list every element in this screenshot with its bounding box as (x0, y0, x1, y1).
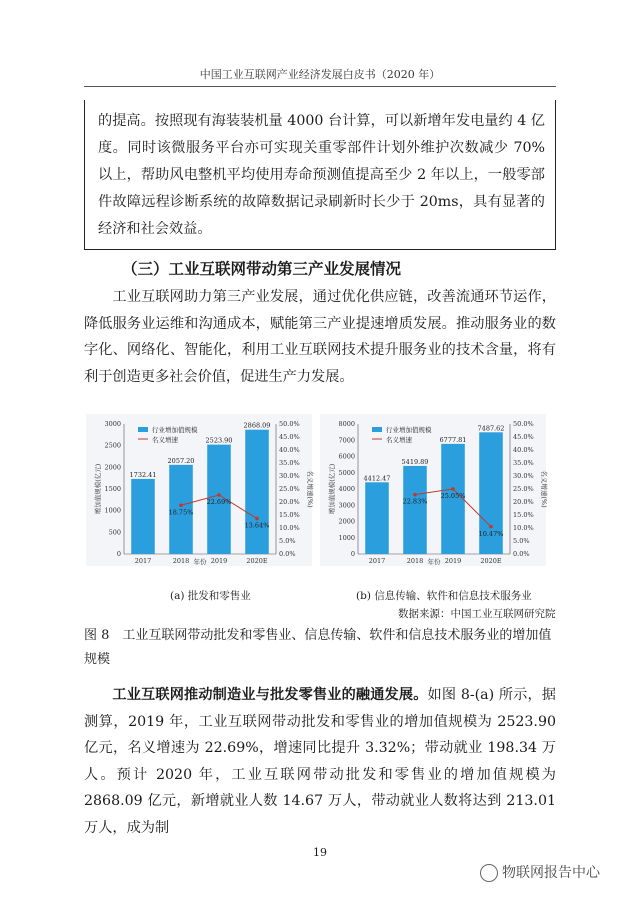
growth-point (179, 503, 183, 507)
growth-value-label: 22.83% (402, 497, 428, 506)
growth-value-label: 18.75% (168, 508, 194, 517)
bar-2017 (365, 482, 389, 554)
bar-2018 (403, 466, 427, 554)
legend-bar-swatch (138, 427, 148, 432)
y2-tick-label: 5.0% (279, 537, 296, 545)
y2-tick-label: 10.0% (279, 524, 300, 532)
figure-caption: 图 8 工业互联网带动批发和零售业、信息传输、软件和信息技术服务业的增加值规模 (84, 628, 552, 667)
y2-tick-label: 15.0% (279, 511, 300, 519)
y2-axis-label: 名义增速(%) (540, 470, 548, 508)
paragraph-2-lead: 工业互联网推动制造业与批发零售业的融通发展。 (112, 687, 428, 703)
y-tick-label: 7000 (338, 436, 355, 445)
y-tick-label: 1500 (104, 485, 121, 493)
chart-a-caption: (a) 批发和零售业 (170, 590, 251, 602)
chart-b-svg (320, 414, 546, 566)
growth-value-label: 22.69% (206, 498, 232, 507)
bar-value-label: 2523.90 (205, 436, 233, 445)
x-tick-label: 2017 (134, 557, 152, 565)
y-tick-label: 2000 (104, 463, 121, 472)
y2-tick-label: 20.0% (513, 498, 534, 506)
bar-value-label: 1732.41 (129, 470, 157, 479)
y2-tick-label: 40.0% (513, 446, 534, 454)
watermark (480, 862, 600, 882)
growth-point (489, 525, 493, 529)
page-number: 19 (313, 846, 327, 859)
paragraph-2-body: 如图 8-(a) 所示，据测算，2019 年，工业互联网带动批发和零售业的增加值规模为 2523.90 亿元，名义增速为 22.69%，增速同比提升 3.32%；带动就业 198.34 万人。预计 2020 年，工业互联网带动批发和零售业的增加值规模为 2868.09 亿元，新增就业人数 14.67 万人，带动就业人数将达到 213.01 万人，成为制 (84, 687, 556, 836)
wechat-icon (480, 864, 498, 882)
bar-value-label: 2868.09 (243, 421, 271, 430)
x-tick-label: 2020E (480, 557, 502, 565)
y2-axis-label: 名义增速(%) (306, 470, 314, 508)
growth-value-label: 25.05% (440, 491, 466, 500)
y-tick-label: 5000 (338, 468, 355, 477)
section-title: （三）工业互联网带动第三产业发展情况 (122, 260, 402, 278)
x-tick-label: 2018 (406, 557, 424, 565)
x-tick-label: 2019 (444, 557, 462, 565)
y-tick-label: 500 (108, 528, 121, 537)
growth-point (255, 517, 259, 521)
paragraph-1: 工业互联网助力第三产业发展，通过优化供应链，改善流通环节运作，降低服务业运维和沟通成本，赋能第三产业提速增质发展。推动服务业的数字化、网络化、智能化，利用工业互联网技术提升服务业的技术含量，将有利于创造更多社会价值，促进生产力发展。 (84, 289, 556, 385)
data-source: 数据来源：中国工业互联网研究院 (398, 608, 556, 620)
bar-2020E (245, 430, 269, 554)
watermark-text: 物联网报告中心 (502, 865, 600, 881)
growth-point (217, 493, 221, 497)
y-tick-label: 8000 (338, 420, 355, 428)
growth-point (451, 487, 455, 491)
legend-bar-label: 行业增加值规模 (152, 426, 198, 434)
bar-value-label: 6777.81 (439, 435, 467, 444)
y2-tick-label: 35.0% (279, 459, 300, 467)
growth-value-label: 10.47% (478, 529, 504, 538)
chart-b-caption: (b) 信息传输、软件和信息技术服务业 (356, 590, 532, 602)
chart-a (86, 414, 312, 566)
y2-tick-label: 0.0% (279, 550, 296, 558)
bar-value-label: 4412.47 (363, 474, 391, 483)
growth-value-label: 13.64% (244, 521, 270, 530)
y-tick-label: 0 (116, 550, 121, 558)
y-tick-label: 3000 (104, 420, 121, 428)
growth-point (413, 493, 417, 497)
y-axis-label: 增加值规模(亿元) (94, 463, 102, 515)
y2-tick-label: 40.0% (279, 446, 300, 454)
y2-tick-label: 50.0% (279, 420, 300, 428)
bar-value-label: 7487.62 (477, 424, 505, 433)
y2-tick-label: 45.0% (279, 433, 300, 441)
y-tick-label: 1000 (338, 533, 355, 542)
bar-value-label: 2057.20 (167, 456, 195, 465)
y-axis-label: 增加值规模(亿元) (328, 463, 336, 515)
y2-tick-label: 30.0% (279, 472, 300, 480)
y-tick-label: 0 (350, 550, 355, 558)
case-box (84, 100, 556, 250)
x-tick-label: 2018 (172, 557, 190, 565)
y2-tick-label: 50.0% (513, 420, 534, 428)
y-tick-label: 2000 (338, 517, 355, 526)
y2-tick-label: 35.0% (513, 459, 534, 467)
chart-a-svg (86, 414, 312, 566)
x-tick-label: 2020E (246, 557, 268, 565)
y2-tick-label: 10.0% (513, 524, 534, 532)
legend-bar-swatch (372, 427, 382, 432)
x-tick-label: 2019 (210, 557, 228, 565)
y2-tick-label: 25.0% (279, 485, 300, 493)
y-tick-label: 6000 (338, 452, 355, 461)
y-tick-label: 4000 (338, 485, 355, 493)
y2-tick-label: 15.0% (513, 511, 534, 519)
legend-line-label: 名义增速 (386, 436, 412, 444)
y2-tick-label: 25.0% (513, 485, 534, 493)
y-tick-label: 3000 (338, 501, 355, 510)
chart-b (320, 414, 546, 566)
x-tick-label: 2017 (368, 557, 386, 565)
header-rule (84, 86, 556, 87)
x-axis-label: 年份 (193, 558, 207, 566)
y2-tick-label: 0.0% (513, 550, 530, 558)
paragraph-2 (84, 682, 556, 841)
y2-tick-label: 30.0% (513, 472, 534, 480)
legend-bar-label: 行业增加值规模 (386, 426, 432, 434)
case-box-text: 的提高。按照现有海装装机量 4000 台计算，可以新增年发电量约 4 亿度。同时该微服务平台亦可实现关重零部件计划外维护次数减少 70%以上，帮助风电整机平均使用寿命预测值提高至少 2 年以上，一般零部件故障远程诊断系统的故障数据记录刷新时长少于 20ms，具有显著的经济和社会效益。 (98, 113, 545, 237)
y2-tick-label: 20.0% (279, 498, 300, 506)
y-tick-label: 1000 (104, 506, 121, 515)
y-tick-label: 2500 (104, 441, 121, 450)
bar-2017 (131, 479, 155, 554)
legend-line-label: 名义增速 (152, 436, 178, 444)
bar-value-label: 5419.89 (401, 457, 429, 466)
y2-tick-label: 5.0% (513, 537, 530, 545)
y2-tick-label: 45.0% (513, 433, 534, 441)
x-axis-label: 年份 (427, 558, 441, 566)
page-header: 中国工业互联网产业经济发展白皮书（2020 年） (199, 68, 441, 81)
